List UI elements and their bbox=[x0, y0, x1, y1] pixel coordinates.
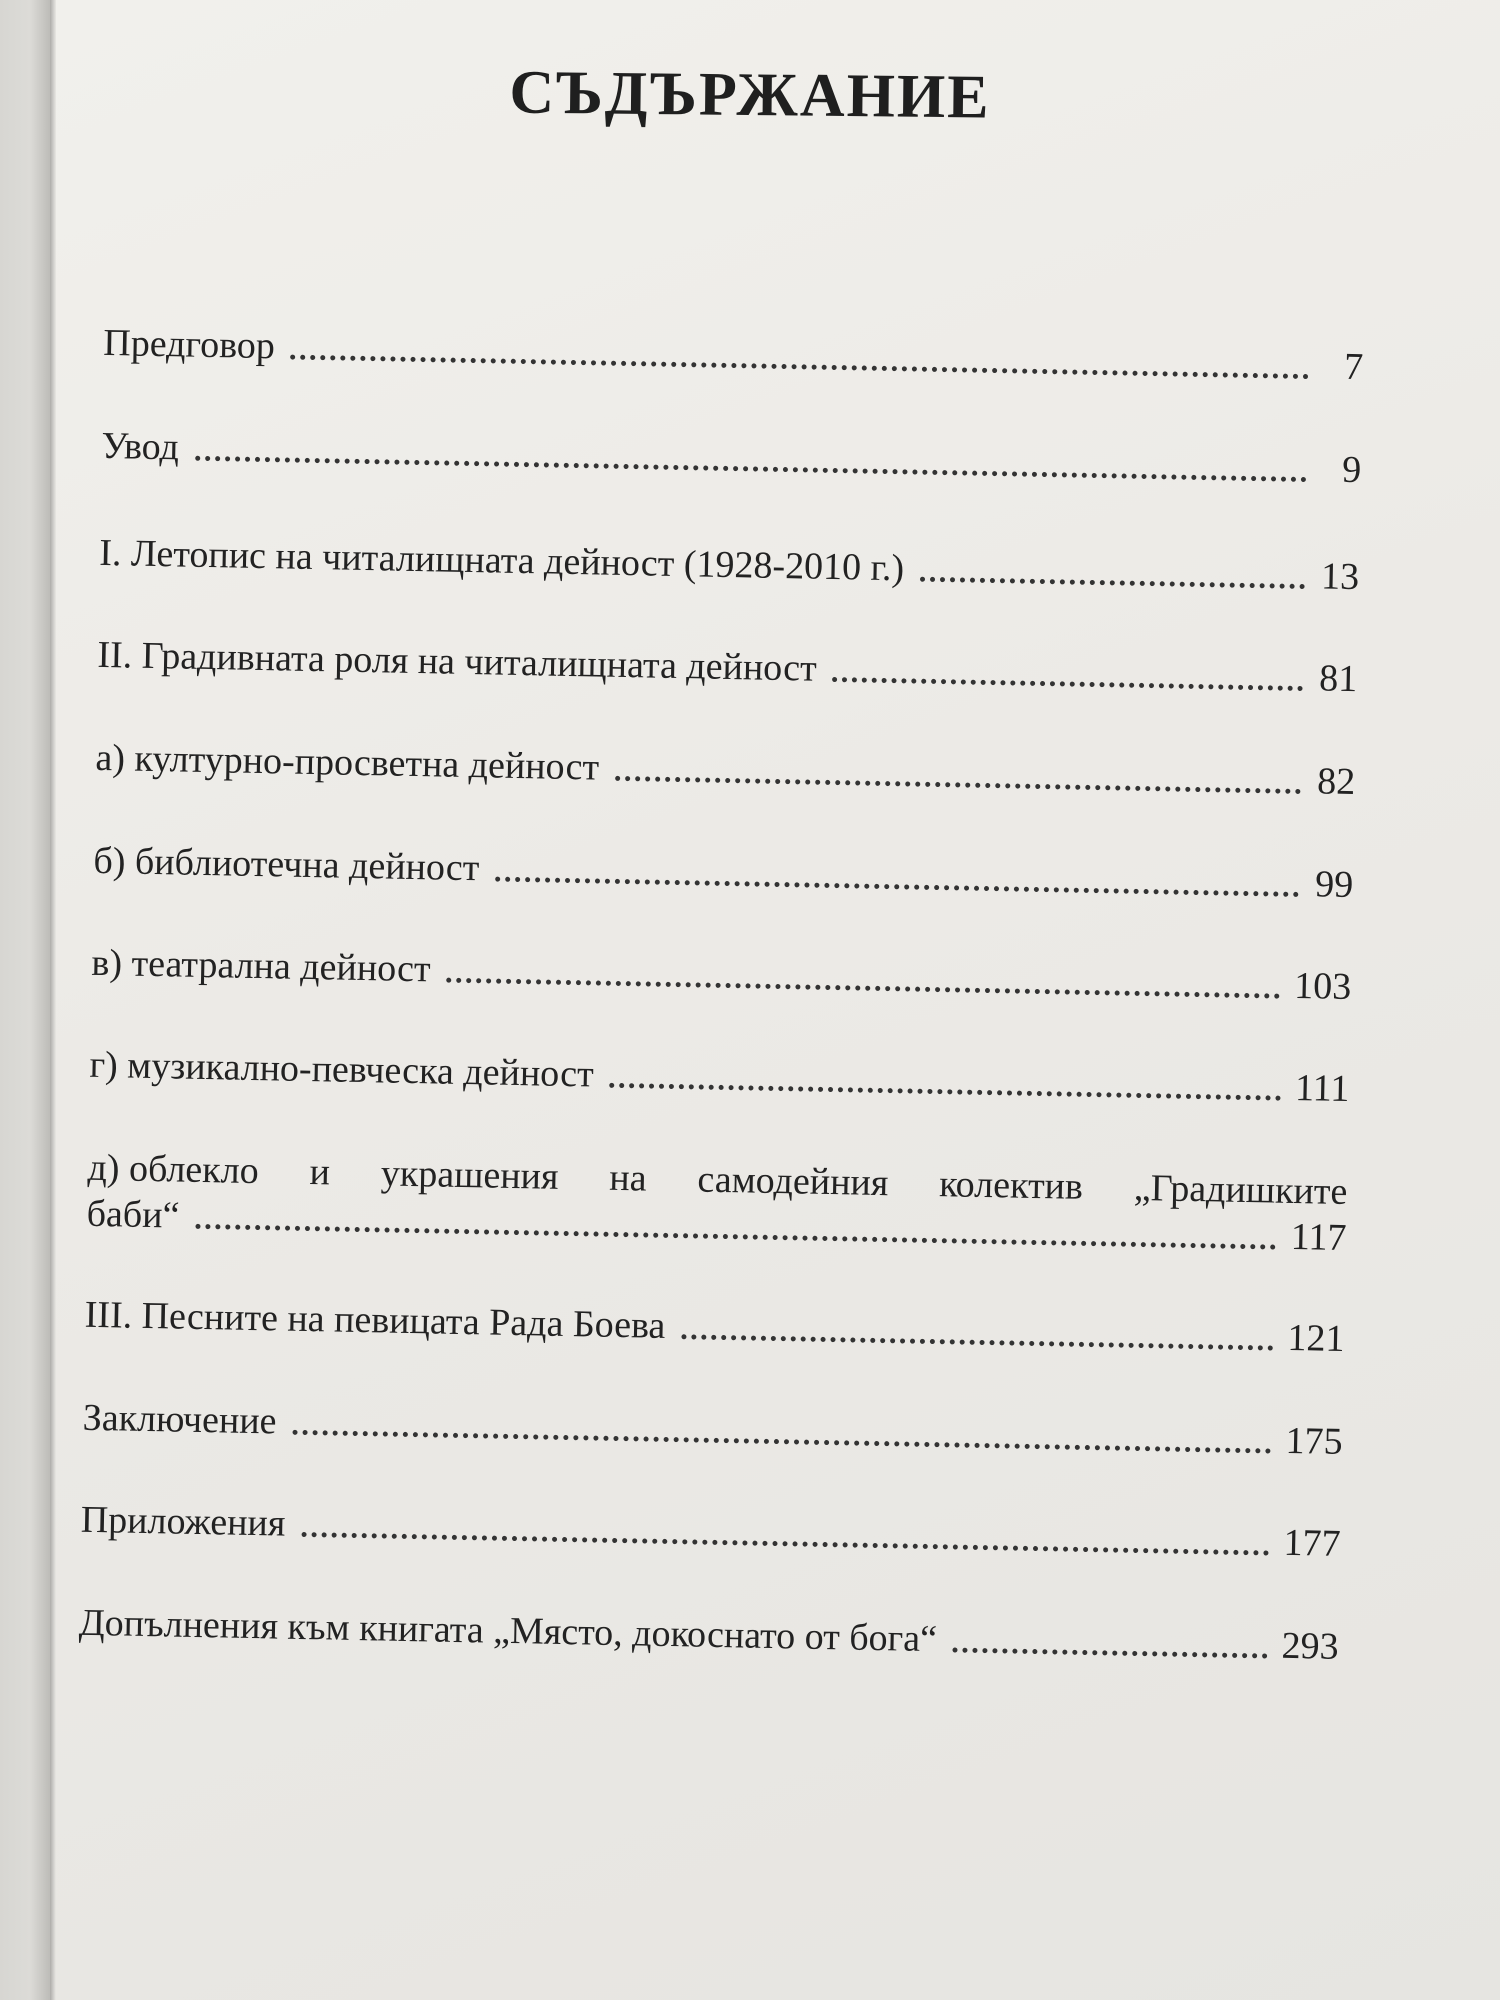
toc-entry-word: и bbox=[309, 1151, 331, 1194]
toc-entry-page: 293 bbox=[1281, 1624, 1340, 1668]
toc-entry-page: 111 bbox=[1294, 1066, 1350, 1110]
dot-leader bbox=[609, 1083, 1281, 1101]
toc-entry-word: д) облекло bbox=[87, 1146, 260, 1193]
toc-entry-title: III. Песните на певицата Рада Боева bbox=[84, 1293, 666, 1347]
dot-leader bbox=[681, 1334, 1273, 1350]
toc-entry-word: колектив bbox=[938, 1163, 1084, 1208]
toc-entry-title: в) театрална дейност bbox=[91, 941, 432, 991]
toc-entry-title: Заключение bbox=[82, 1396, 277, 1443]
toc-entry-word: самодейния bbox=[697, 1158, 889, 1205]
toc-entry-title: г) музикално-певческа дейност bbox=[89, 1043, 595, 1096]
toc-entry-title: I. Летопис на читалищната дейност (1928-2010 г.) bbox=[98, 531, 905, 590]
toc-entry-page: 121 bbox=[1287, 1316, 1345, 1360]
toc-entry-page: 13 bbox=[1320, 555, 1360, 599]
toc-entry-page: 9 bbox=[1341, 448, 1362, 492]
toc-entry-page: 177 bbox=[1283, 1521, 1341, 1565]
toc-entry-page: 81 bbox=[1318, 657, 1358, 701]
toc-entry-title: II. Градивната роля на читалищната дейност bbox=[97, 633, 818, 690]
toc-entry-title: Приложения bbox=[80, 1498, 286, 1545]
toc-entry-title: Допълнения към книгата „Място, докоснато от бога“ bbox=[78, 1601, 938, 1661]
toc-entry-page: 82 bbox=[1316, 760, 1356, 804]
toc-entry-title: Увод bbox=[101, 424, 180, 469]
toc-entry-page: 117 bbox=[1290, 1215, 1347, 1259]
dot-leader bbox=[920, 577, 1305, 589]
dot-leader bbox=[615, 776, 1301, 794]
toc-entry-page: 103 bbox=[1293, 964, 1352, 1009]
toc-entry-page: 175 bbox=[1285, 1419, 1343, 1463]
page-title: СЪДЪРЖАНИЕ bbox=[509, 58, 991, 132]
toc-entry-word: украшения bbox=[380, 1152, 559, 1198]
toc-entry-title: б) библиотечна дейност bbox=[93, 839, 480, 890]
toc-entry-title-continued: баби“ bbox=[86, 1192, 180, 1237]
book-left-edge bbox=[0, 0, 50, 2000]
dot-leader bbox=[832, 677, 1303, 691]
toc-entry-title: а) културно-просветна дейност bbox=[95, 736, 600, 789]
toc-entry-page: 7 bbox=[1343, 345, 1364, 389]
toc-entry-word: на bbox=[608, 1156, 647, 1200]
toc-entry-title: Предговор bbox=[103, 321, 276, 368]
toc-entry-page: 99 bbox=[1314, 863, 1354, 907]
toc-entry-word: „Градишките bbox=[1133, 1166, 1348, 1213]
dot-leader bbox=[953, 1647, 1268, 1658]
